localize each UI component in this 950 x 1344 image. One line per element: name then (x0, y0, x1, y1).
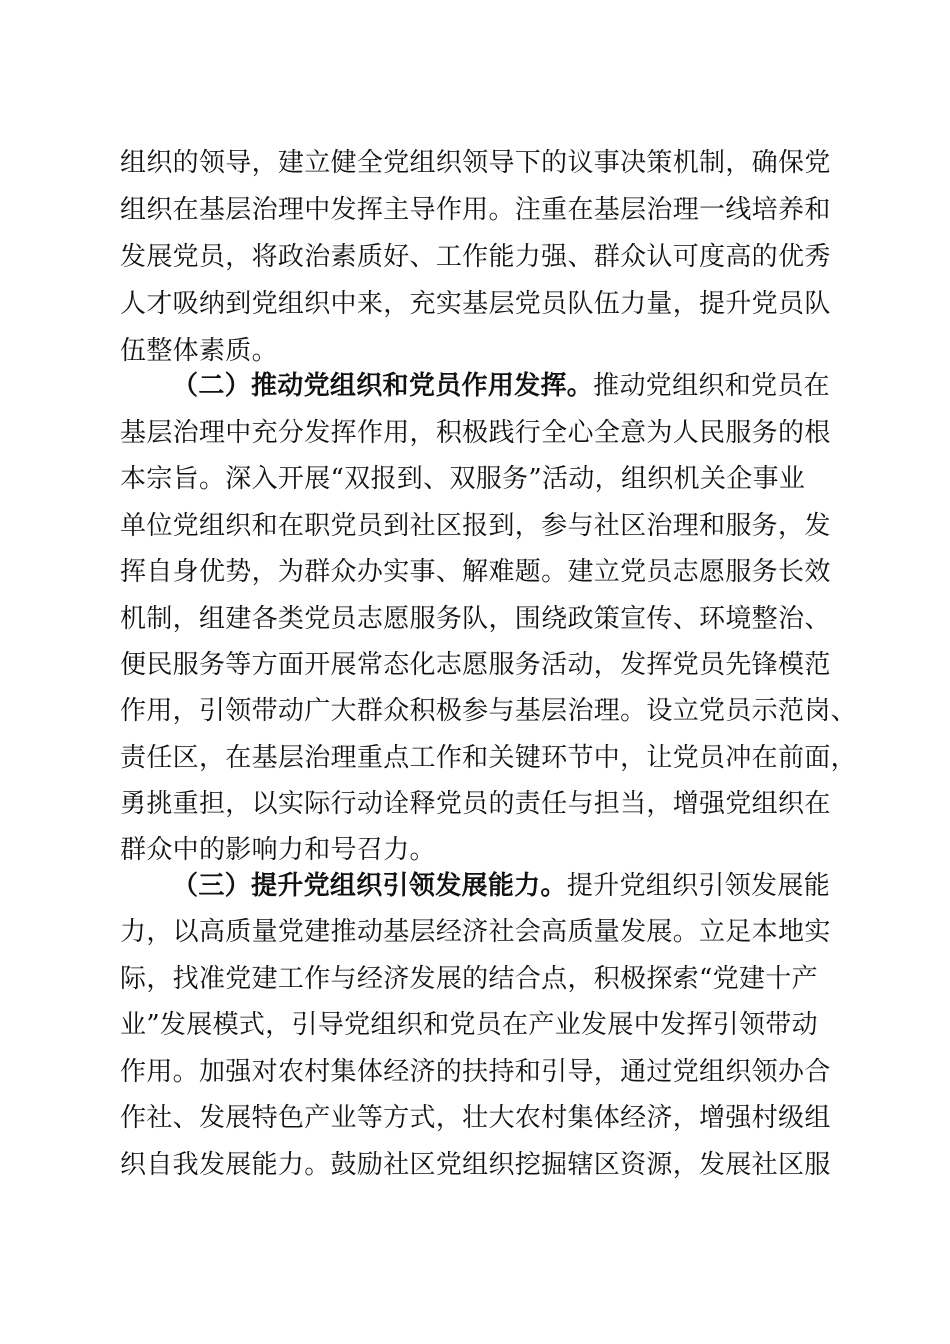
line-text: 群众中的影响力和号召力。 (120, 835, 436, 865)
line-text: 作用，引领带动广大群众积极参与基层治理。设立党员示范岗、 (120, 696, 857, 726)
line-text: 勇挑重担，以实际行动诠释党员的责任与担当，增强党组织在 (120, 789, 831, 819)
text-line (120, 645, 840, 685)
text-line (120, 1145, 840, 1185)
text-line (120, 599, 840, 639)
text-line (120, 784, 840, 824)
line-text: 业”发展模式，引导党组织和党员在产业发展中发挥引领带动 (120, 1010, 818, 1040)
text-line (120, 237, 840, 277)
line-text: 机制，组建各类党员志愿服务队，围绕政策宣传、环境整治、 (120, 604, 831, 634)
text-line (120, 552, 840, 592)
line-text: 织自我发展能力。鼓励社区党组织挖掘辖区资源，发展社区服 (120, 1150, 831, 1180)
text-line (120, 331, 840, 371)
line-text: 组织在基层治理中发挥主导作用。注重在基层治理一线培养和 (120, 195, 831, 225)
text-line (120, 830, 840, 870)
line-text: 作用。加强对农村集体经济的扶持和引导，通过党组织领办合 (120, 1057, 831, 1087)
section-line (172, 866, 840, 906)
line-text: 人才吸纳到党组织中来，充实基层党员队伍力量，提升党员队 (120, 289, 831, 319)
text-line (120, 1005, 840, 1045)
section-line (172, 366, 840, 406)
line-text: 提升党组织引领发展能 (566, 871, 831, 901)
line-text: 力，以高质量党建推动基层经济社会高质量发展。立足本地实 (120, 917, 831, 947)
text-line (120, 959, 840, 999)
line-text: 责任区，在基层治理重点工作和关键环节中，让党员冲在前面， (120, 743, 857, 773)
line-text: 伍整体素质。 (120, 336, 278, 366)
line-text: 便民服务等方面开展常态化志愿服务活动，发挥党员先锋模范 (120, 650, 831, 680)
line-text: 推动党组织和党员在 (593, 371, 831, 401)
line-text: 本宗旨。深入开展“双报到、双服务”活动，组织机关企事业 (120, 464, 806, 494)
text-line (120, 284, 840, 324)
line-text: 基层治理中充分发挥作用，积极践行全心全意为人民服务的根 (120, 418, 831, 448)
text-line (120, 738, 857, 778)
text-line (120, 190, 840, 230)
line-text: 挥自身优势，为群众办实事、解难题。建立党员志愿服务长效 (120, 557, 831, 587)
text-line (120, 459, 840, 499)
line-text: 作社、发展特色产业等方式，壮大农村集体经济，增强村级组 (120, 1103, 831, 1133)
text-line (120, 912, 840, 952)
text-line (120, 1098, 840, 1138)
text-line (120, 1052, 840, 1092)
line-text: 单位党组织和在职党员到社区报到，参与社区治理和服务，发 (120, 511, 831, 541)
text-line (120, 691, 857, 731)
text-line (120, 413, 840, 453)
line-text: 际，找准党建工作与经济发展的结合点，积极探索“党建十产 (120, 964, 818, 994)
section-heading: （二）推动党组织和党员作用发挥。 (172, 371, 594, 401)
line-text: 组织的领导，建立健全党组织领导下的议事决策机制，确保党 (120, 148, 831, 178)
text-line (120, 506, 840, 546)
line-text: 发展党员，将政治素质好、工作能力强、群众认可度高的优秀 (120, 242, 831, 272)
section-heading: （三）提升党组织引领发展能力。 (172, 871, 567, 901)
text-line (120, 143, 840, 183)
